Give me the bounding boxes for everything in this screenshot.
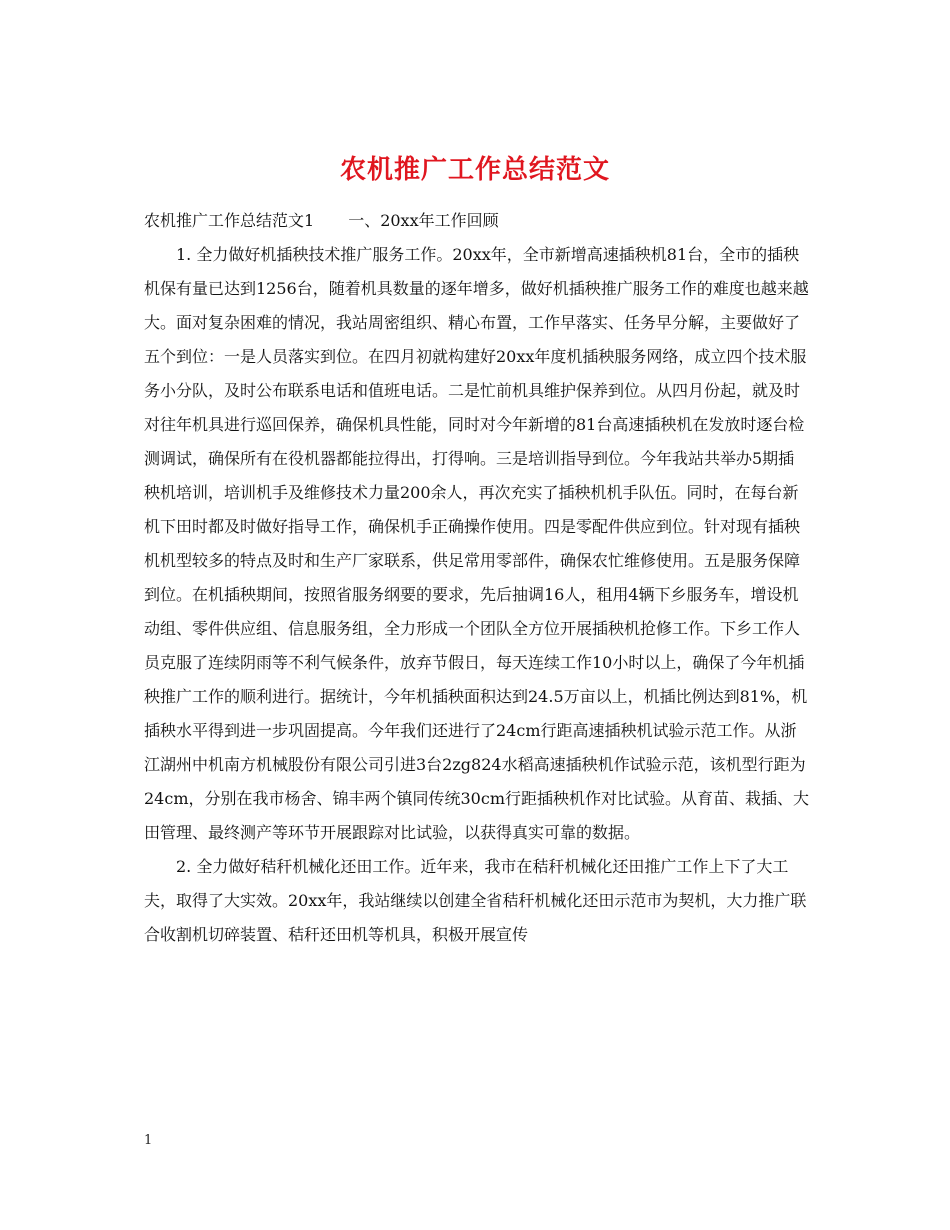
page-number: 1 <box>144 1133 153 1148</box>
document-body <box>144 204 809 952</box>
intro-line <box>144 204 809 238</box>
paragraph-2: 2. 全力做好秸秆机械化还田工作。近年来，我市在秸秆机械化还田推广工作上下了大工夫，取得了大实效。20xx年，我站继续以创建全省秸秆机械化还田示范市为契机，大力推广联合收割机切碎装置、秸秆还田机等机具，积极开展宣传 <box>144 857 807 944</box>
paragraph-1: 1. 全力做好机插秧技术推广服务工作。20xx年，全市新增高速插秧机81台，全市的插秧机保有量已达到1256台，随着机具数量的逐年增多，做好机插秧推广服务工作的难度也越来越大。面对复杂困难的情况，我站周密组织、精心布置，工作早落实、任务早分解，主要做好了五个到位：一是人员落实到位。在四月初就构建好20xx年度机插秧服务网络，成立四个技术服务小分队，及时公布联系电话和值班电话。二是忙前机具维护保养到位。从四月份起，就及时对往年机具进行巡回保养，确保机具性能，同时对今年新增的81台高速插秧机在发放时逐台检测调试，确保所有在役机器都能拉得出，打得响。三是培训指导到位。今年我站共举办5期插秧机培训，培训机手及维修技术力量200余人，再次充实了插秧机机手队伍。同时，在每台新机下田时都及时做好指导工作，确保机手正确操作使用。四是零配件供应到位。针对现有插秧机机型较多的特点及时和生产厂家联系，供足常用零部件，确保农忙维修使用。五是服务保障到位。在机插秧期间，按照省服务纲要的要求，先后抽调16人，租用4辆下乡服务车，增设机动组、零件供应组、信息服务组，全力形成一个团队全方位开展插秧机抢修工作。下乡工作人员克服了连续阴雨等不利气候条件，放弃节假日，每天连续工作10小时以上，确保了今年机插秧推广工作的顺利进行。据统计，今年机插秧面积达到24.5万亩以上，机插比例达到81%，机插秧水平得到进一步巩固提高。今年我们还进行了24cm行距高速插秧机试验示范工作。从浙江湖州中机南方机械股份有限公司引进3台2zg824水稻高速插秧机作试验示范，该机型行距为24cm，分别在我市杨舍、锦丰两个镇同传统30cm行距插秧机作对比试验。从育苗、栽插、大田管理、最终测产等环节开展跟踪对比试验，以获得真实可靠的数据。 <box>144 245 809 842</box>
document-title: 农机推广工作总结范文 <box>339 155 610 186</box>
intro-right-text: 一、20xx年工作回顾 <box>348 211 499 230</box>
intro-left-text: 农机推广工作总结范文1 <box>144 211 315 230</box>
